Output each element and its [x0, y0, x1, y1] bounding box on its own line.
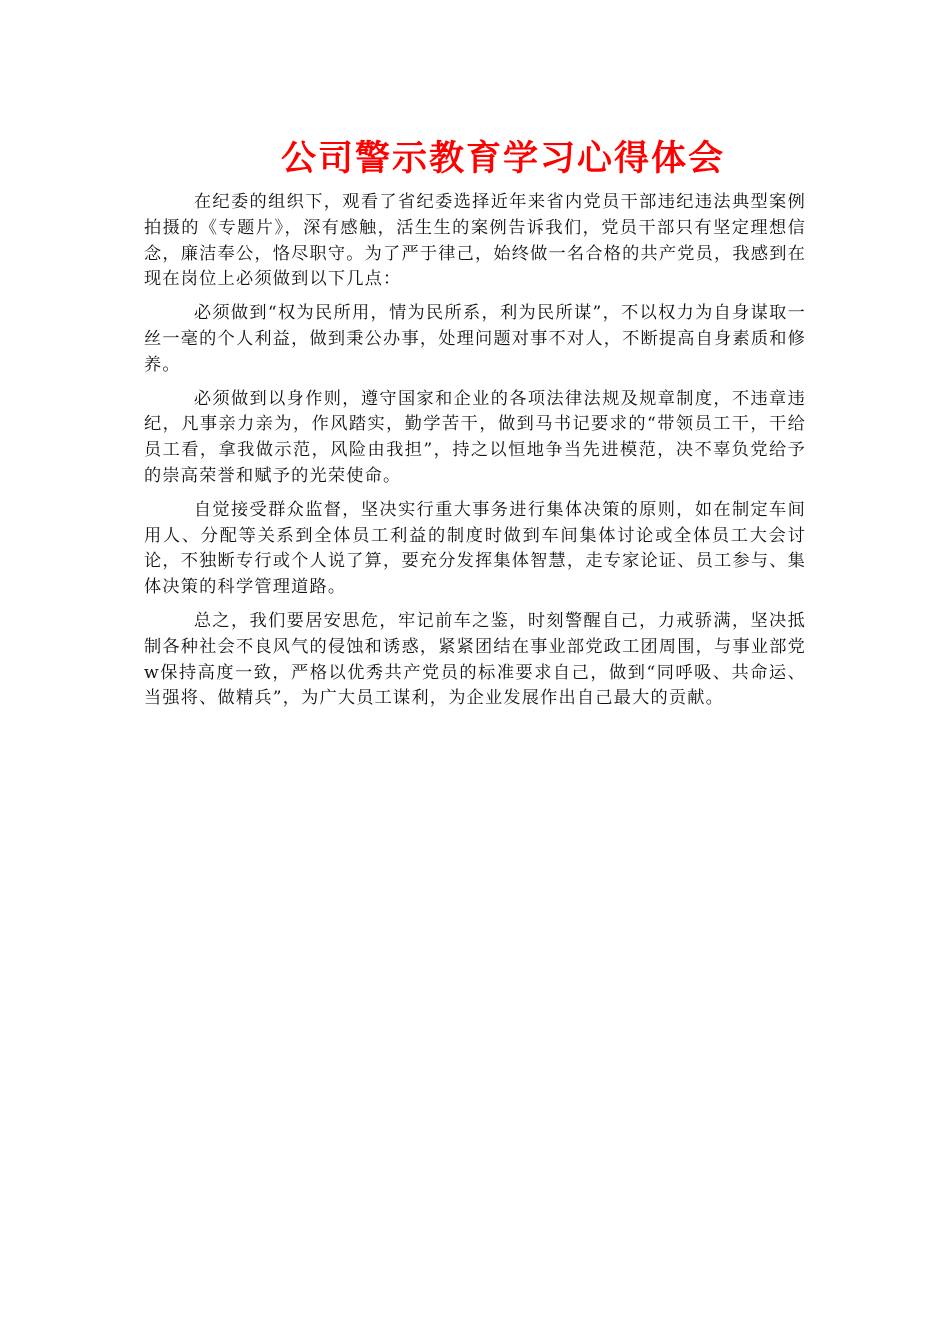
document-body	[144, 190, 806, 720]
paragraph-point-2: 必须做到以身作则，遵守国家和企业的各项法律法规及规章制度，不违章违纪，凡事亲力亲为，作风踏实，勤学苦干，做到马书记要求的“带领员工干，干给员工看，拿我做示范，风险由我担”，持之以恒地争当先进模范，决不辜负党给予的崇高荣誉和赋予的光荣使命。	[144, 388, 806, 486]
paragraph-intro: 在纪委的组织下，观看了省纪委选择近年来省内党员干部违纪违法典型案例拍摄的《专题片》，深有感触，活生生的案例告诉我们，党员干部只有坚定理想信念，廉洁奉公，恪尽职守。为了严于律己，始终做一名合格的共产党员，我感到在现在岗位上必须做到以下几点：	[144, 192, 806, 290]
document-title: 公司警示教育学习心得体会	[280, 138, 725, 179]
paragraph-point-1: 必须做到“权为民所用，情为民所系，利为民所谋”，不以权力为自身谋取一丝一毫的个人利益，做到秉公办事，处理问题对事不对人，不断提高自身素质和修养。	[144, 303, 806, 375]
paragraph-conclusion: 总之，我们要居安思危，牢记前车之鉴，时刻警醒自己，力戒骄满，坚决抵制各种社会不良风气的侵蚀和诱惑，紧紧团结在事业部党政工团周围，与事业部党w保持高度一致，严格以优秀共产党员的标准要求自己，做到“同呼吸、共命运、当强将、做精兵”，为广大员工谋利，为企业发展作出自己最大的贡献。	[144, 610, 806, 709]
paragraph-point-3: 自觉接受群众监督，坚决实行重大事务进行集体决策的原则，如在制定车间用人、分配等关系到全体员工利益的制度时做到车间集体讨论或全体员工大会讨论，不独断专行或个人说了算，要充分发挥集体智慧，走专家论证、员工参与、集体决策的科学管理道路。	[144, 499, 806, 598]
